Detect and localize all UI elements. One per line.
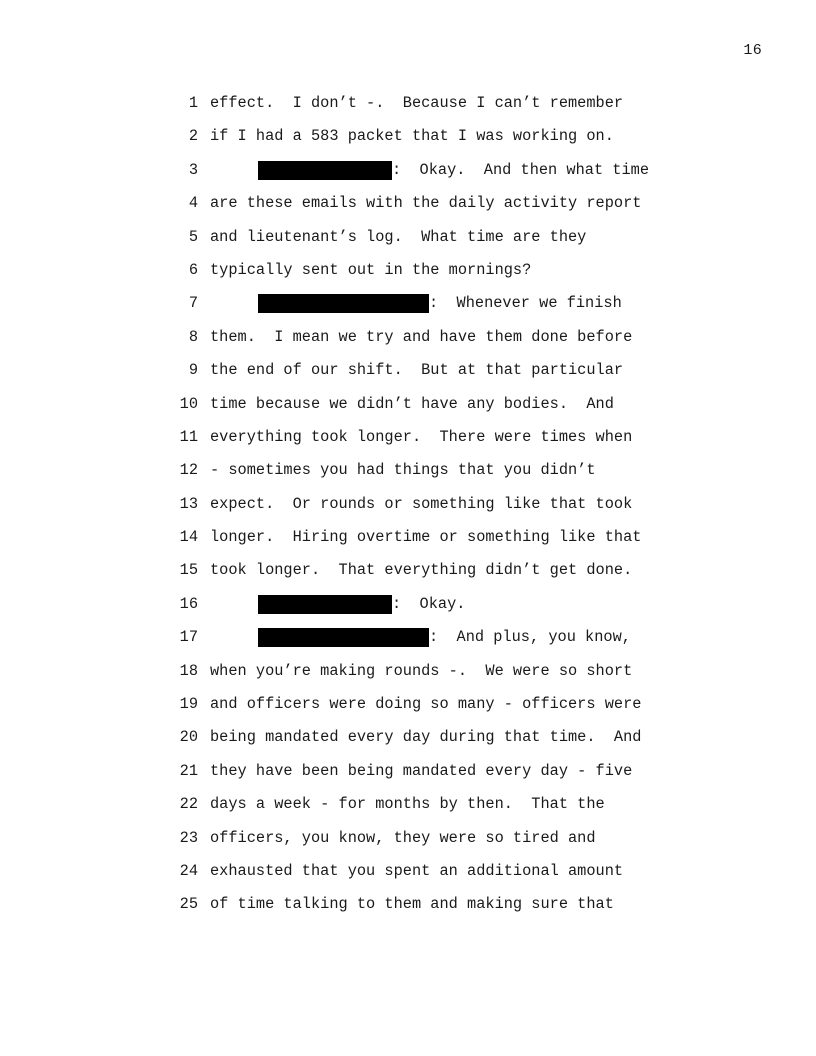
transcript-line	[176, 491, 696, 524]
line-text: and lieutenant’s log. What time are they	[210, 227, 587, 246]
transcript-line	[176, 524, 696, 557]
line-text: - sometimes you had things that you didn’t	[210, 461, 596, 480]
line-number: 7	[188, 294, 198, 313]
line-number: 22	[179, 795, 198, 814]
line-text: and officers were doing so many - officers were	[210, 695, 642, 714]
line-text: longer. Hiring overtime or something like that	[210, 528, 642, 547]
transcript-line	[176, 591, 696, 624]
line-text: officers, you know, they were so tired and	[210, 828, 596, 847]
line-number: 16	[179, 594, 198, 613]
speaker-redaction	[258, 595, 392, 614]
transcript-line	[176, 224, 696, 257]
transcript-line	[176, 557, 696, 590]
line-text: are these emails with the daily activity report	[210, 194, 642, 213]
line-text: if I had a 583 packet that I was working on.	[210, 127, 614, 146]
line-number: 8	[188, 327, 198, 346]
speaker-redaction	[258, 628, 429, 647]
line-text: typically sent out in the mornings?	[210, 260, 532, 279]
line-number: 15	[179, 561, 198, 580]
line-number: 5	[188, 227, 198, 246]
transcript-line	[176, 624, 696, 657]
transcript-line	[176, 758, 696, 791]
transcript-line	[176, 825, 696, 858]
line-number: 10	[179, 394, 198, 413]
line-text: the end of our shift. But at that particular	[210, 361, 624, 380]
line-text: when you’re making rounds -. We were so short	[210, 661, 633, 680]
transcript-line	[176, 457, 696, 490]
transcript-line	[176, 157, 696, 190]
line-number: 18	[179, 661, 198, 680]
transcript-line	[176, 691, 696, 724]
line-number: 19	[179, 695, 198, 714]
transcript-line	[176, 324, 696, 357]
line-number: 6	[188, 260, 198, 279]
transcript-line	[176, 891, 696, 924]
line-number: 4	[188, 194, 198, 213]
line-number: 3	[188, 160, 198, 179]
line-text: : And plus, you know,	[429, 628, 631, 647]
line-text: time because we didn’t have any bodies. And	[210, 394, 614, 413]
line-number: 25	[179, 895, 198, 914]
transcript-line	[176, 290, 696, 323]
line-number: 20	[179, 728, 198, 747]
transcript-line	[176, 424, 696, 457]
line-number: 17	[179, 628, 198, 647]
transcript-line	[176, 90, 696, 123]
page-number: 16	[743, 42, 762, 59]
line-number: 24	[179, 861, 198, 880]
line-number: 13	[179, 494, 198, 513]
transcript-line	[176, 190, 696, 223]
line-text: them. I mean we try and have them done before	[210, 327, 633, 346]
line-text: being mandated every day during that time. And	[210, 728, 642, 747]
line-text: they have been being mandated every day - five	[210, 761, 633, 780]
line-number: 21	[179, 761, 198, 780]
transcript-line	[176, 357, 696, 390]
line-text: : Okay.	[392, 594, 466, 613]
line-number: 11	[179, 427, 198, 446]
line-text: days a week - for months by then. That the	[210, 795, 605, 814]
line-number: 12	[179, 461, 198, 480]
transcript-line	[176, 391, 696, 424]
line-text: effect. I don’t -. Because I can’t remember	[210, 94, 624, 112]
line-text: expect. Or rounds or something like that took	[210, 494, 633, 513]
transcript-line	[176, 791, 696, 824]
line-text: : Whenever we finish	[429, 294, 622, 313]
line-number: 1	[188, 94, 198, 112]
line-number: 2	[188, 127, 198, 146]
transcript-body	[176, 90, 696, 925]
transcript-line	[176, 858, 696, 891]
line-text: everything took longer. There were times when	[210, 427, 633, 446]
line-number: 14	[179, 528, 198, 547]
transcript-line	[176, 658, 696, 691]
transcript-line	[176, 257, 696, 290]
speaker-redaction	[258, 294, 429, 313]
line-text: exhausted that you spent an additional amount	[210, 861, 624, 880]
line-text: : Okay. And then what time	[392, 160, 650, 179]
speaker-redaction	[258, 161, 392, 180]
line-number: 9	[188, 361, 198, 380]
transcript-line	[176, 123, 696, 156]
line-text: took longer. That everything didn’t get done.	[210, 561, 633, 580]
transcript-line	[176, 724, 696, 757]
line-number: 23	[179, 828, 198, 847]
line-text: of time talking to them and making sure that	[210, 895, 614, 914]
